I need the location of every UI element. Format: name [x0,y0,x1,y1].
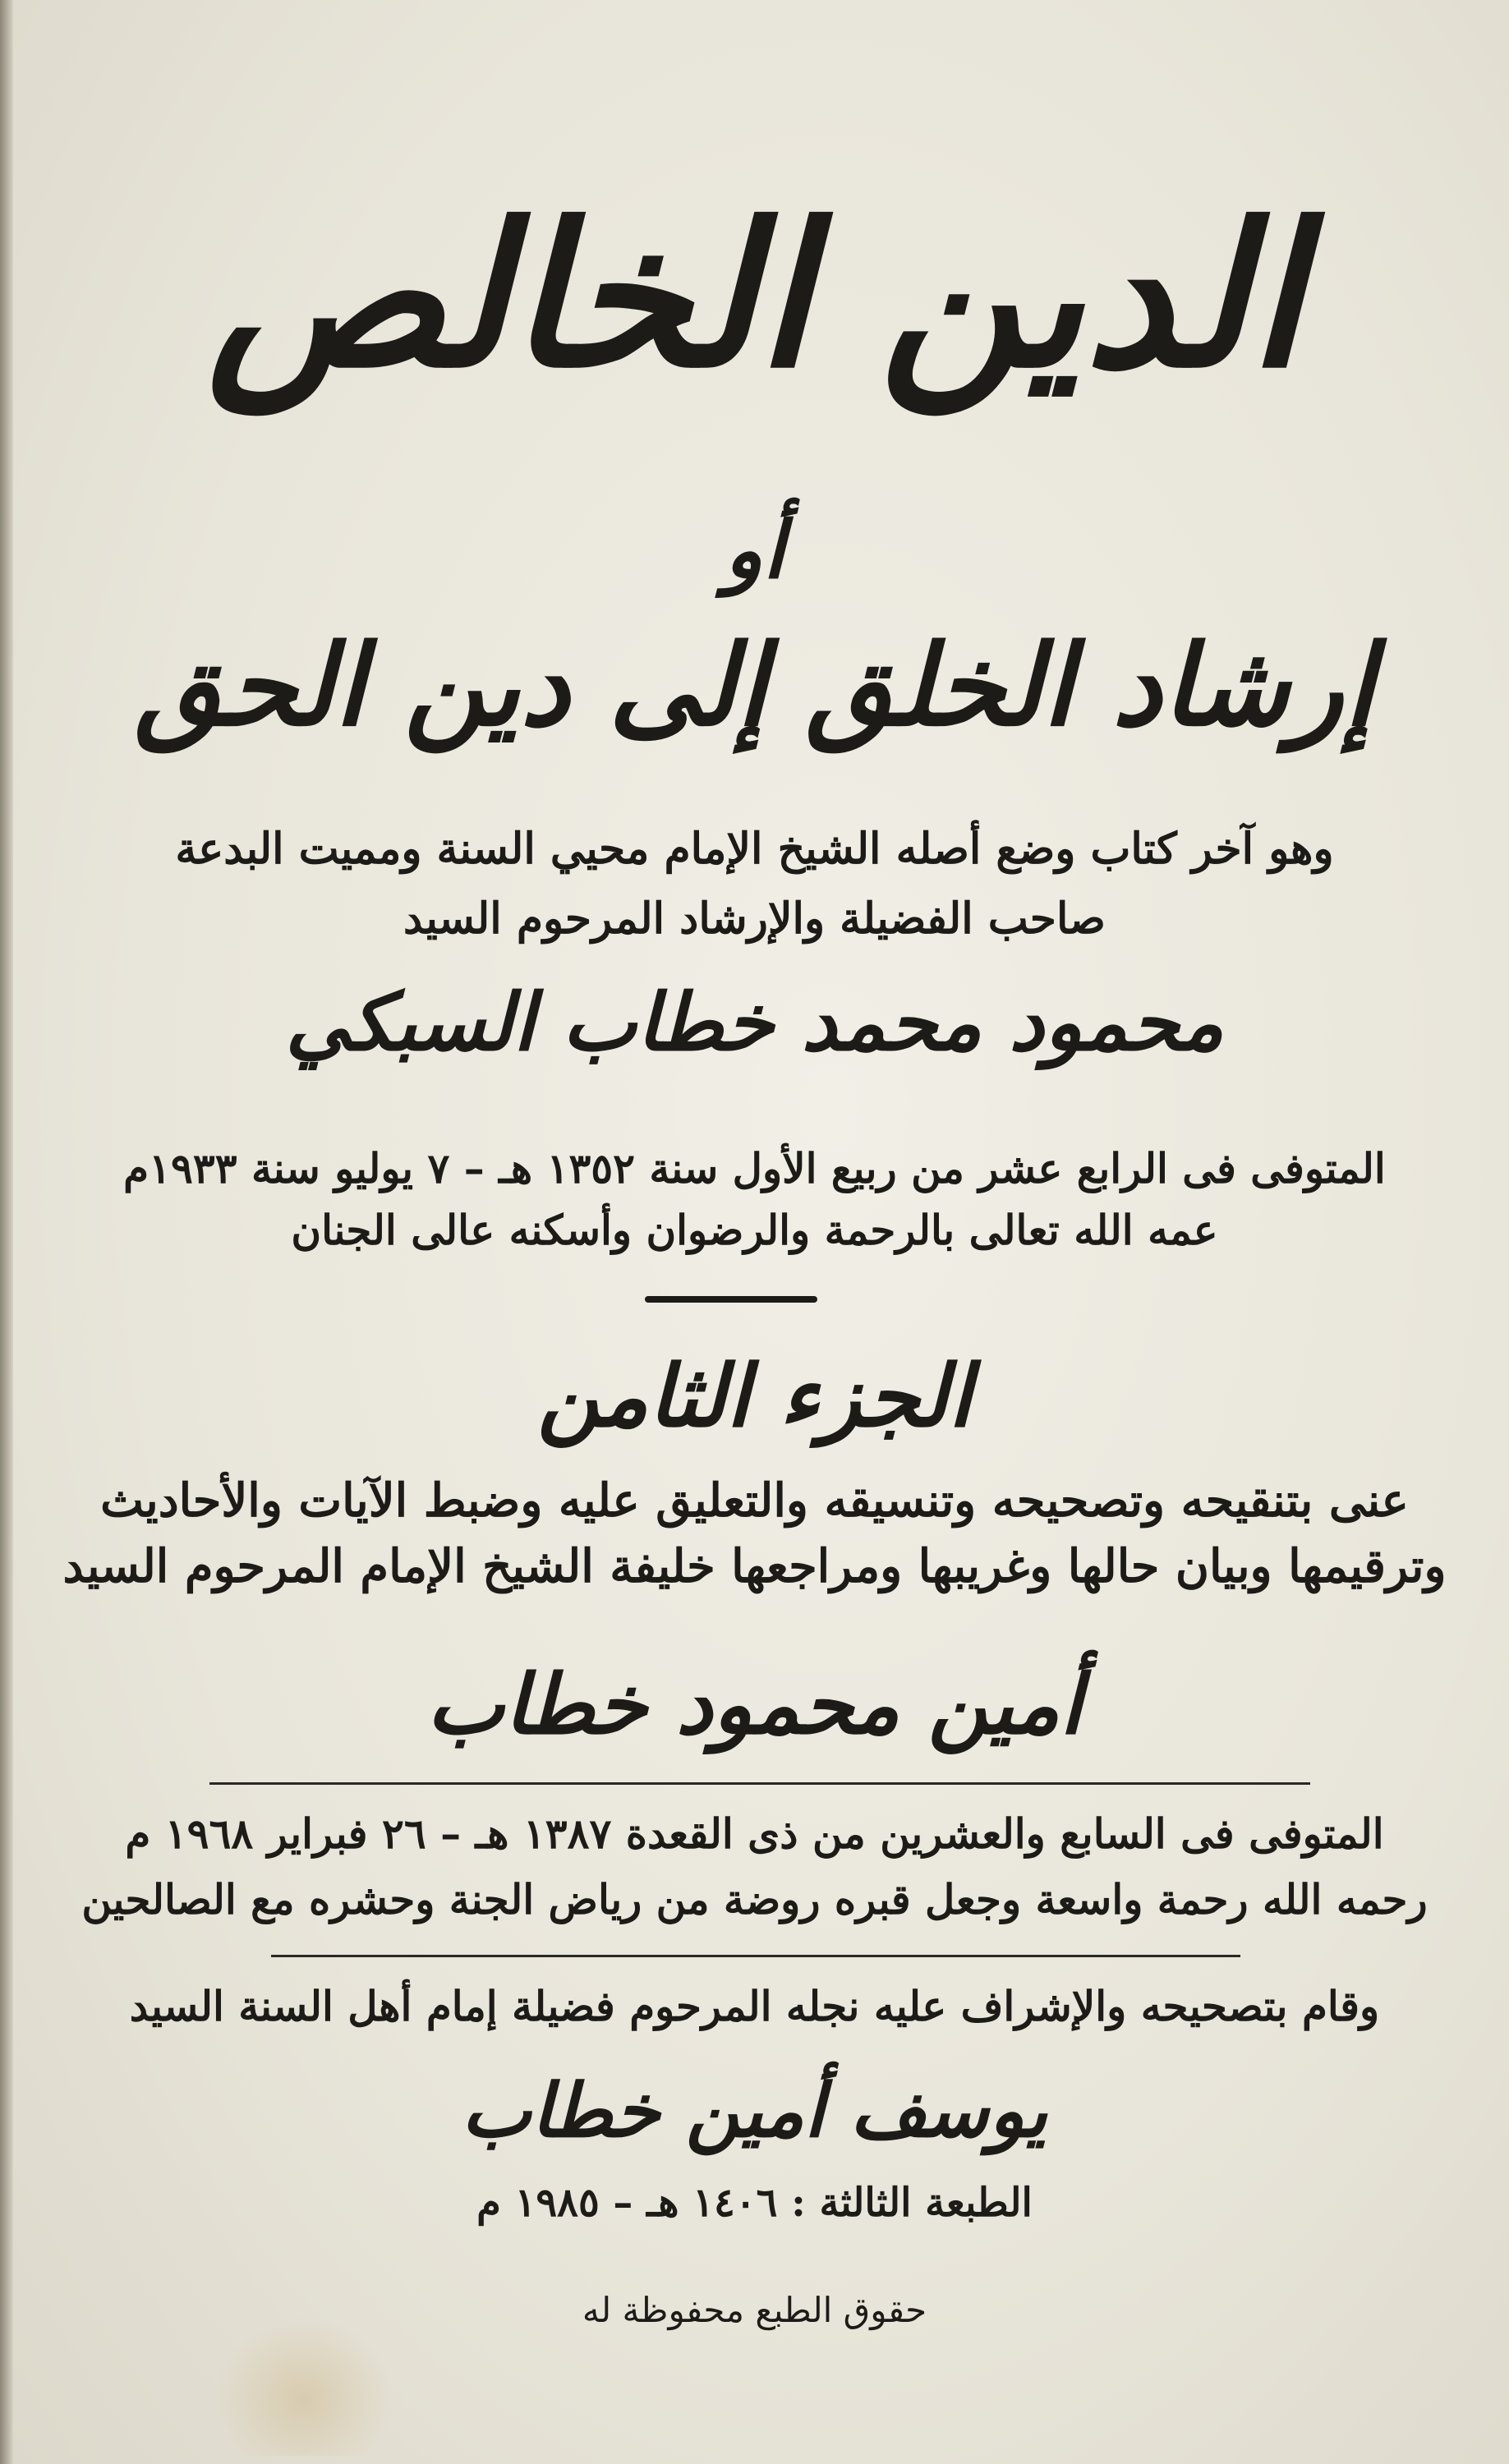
paper-stain [214,2316,394,2456]
supervision-divider [271,1955,1240,1957]
author-death-line-2: عمه الله تعالى بالرحمة والرضوان وأسكنه عالى الجنان [291,1206,1218,1254]
author-death-line-1: المتوفى فى الرابع عشر من ربيع الأول سنة ١٣٥٢ هـ – ٧ يوليو سنة ١٩٣٣م [123,1144,1386,1193]
editor-death-line-1: المتوفى فى السابع والعشرين من ذى القعدة ١٣٨٧ هـ – ٢٦ فبراير ١٩٦٨ م [125,1809,1384,1858]
editing-line-2: وترقيمها وبيان حالها وغريبها ومراجعها خليفة الشيخ الإمام المرحوم السيد [62,1539,1447,1593]
edition-info: الطبعة الثالثة : ١٤٠٦ هـ – ١٩٨٥ م [476,2180,1033,2226]
section-divider [645,1296,817,1303]
author-name: محمود محمد خطاب السبكي [285,976,1224,1069]
editor-divider [209,1782,1310,1785]
description-line-1: وهو آخر كتاب وضع أصله الشيخ الإمام محيي السنة ومميت البدعة [175,824,1334,874]
editor-death-line-2: رحمه الله رحمة واسعة وجعل قبره روضة من رياض الجنة وحشره مع الصالحين [81,1875,1428,1924]
title-conjunction: أو [724,503,785,596]
book-subtitle: إرشاد الخلق إلى دين الحق [134,620,1375,752]
description-line-2: صاحب الفضيلة والإرشاد المرحوم السيد [403,894,1106,944]
supervision-line: وقام بتصحيحه والإشراف عليه نجله المرحوم فضيلة إمام أهل السنة السيد [129,1982,1380,2030]
editor-name: أمين محمود خطاب [426,1656,1083,1753]
editing-line-1: عنى بتنقيحه وتصحيحه وتنسيقه والتعليق عليه وضبط الآيات والأحاديث [100,1473,1409,1528]
volume-part: الجزء الثامن [537,1345,972,1446]
supervisor-name: يوسف أمين خطاب [461,2067,1048,2154]
copyright-notice: حقوق الطبع محفوظة له [582,2290,927,2330]
book-title: الدين الخالص [206,180,1303,411]
